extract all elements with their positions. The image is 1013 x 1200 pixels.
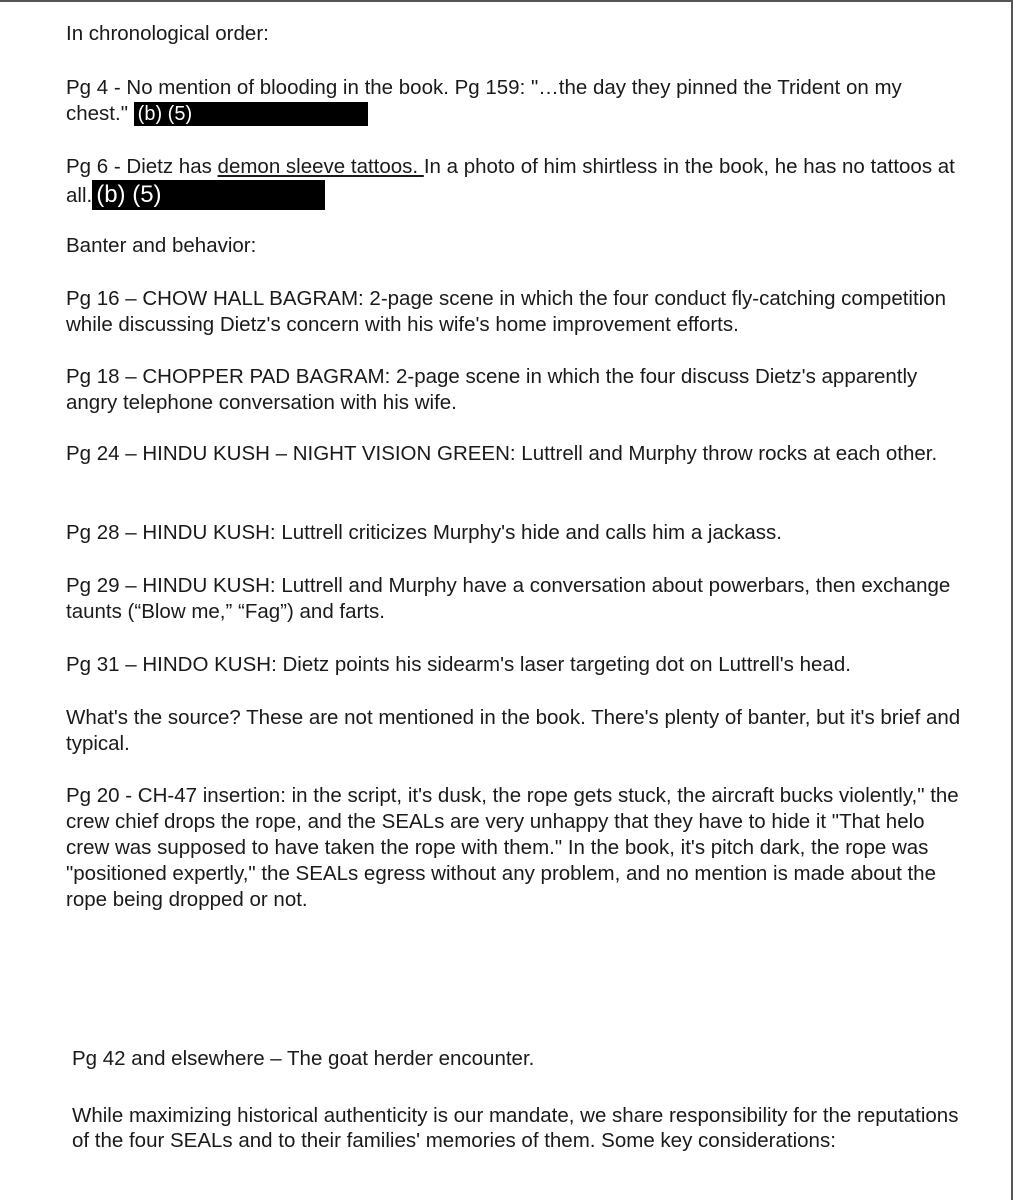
- paragraph-pg4: [66, 75, 966, 127]
- underlined-phrase: demon sleeve tattoos.: [217, 155, 424, 178]
- paragraph-pg4-text: Pg 4 - No mention of blooding in the book. Pg 159: "…the day they pinned the Trident on my chest.": [66, 76, 902, 125]
- paragraph-source-question: What's the source? These are not mentioned in the book. There's plenty of banter, but it's brief and typical.: [66, 706, 961, 755]
- intro-heading: In chronological order:: [66, 22, 269, 45]
- paragraph-pg20: Pg 20 - CH-47 insertion: in the script, it's dusk, the rope gets stuck, the aircraft bucks violently," the crew chief drops the rope, and the SEALs are very unhappy that they have to hide it "That helo crew was supposed to have taken the rope with them." In the book, it's pitch dark, the rope was "positioned expertly," the SEALs egress without any problem, and no mention is made about the rope being dropped or not.: [66, 784, 959, 911]
- paragraph-pg42: Pg 42 and elsewhere – The goat herder encounter.: [72, 1047, 535, 1070]
- paragraph-pg29: Pg 29 – HINDU KUSH: Luttrell and Murphy have a conversation about powerbars, then exchange taunts (“Blow me,” “Fag”) and farts.: [66, 574, 951, 623]
- redaction-box: (b) (5): [92, 180, 325, 210]
- paragraph-pg16: Pg 16 – CHOW HALL BAGRAM: 2-page scene in which the four conduct fly-catching competition while discussing Dietz's concern with his wife's home improvement efforts.: [66, 287, 947, 336]
- paragraph-pg6-pre: Pg 6 - Dietz has: [66, 155, 218, 178]
- paragraph-pg24: Pg 24 – HINDU KUSH – NIGHT VISION GREEN: Luttrell and Murphy throw rocks at each other.: [66, 442, 938, 465]
- paragraph-pg6: [66, 154, 966, 210]
- paragraph-pg6-post: In a photo of him shirtless in the book, he has no tattoos at all.: [66, 155, 955, 207]
- paragraph-pg18: Pg 18 – CHOPPER PAD BAGRAM: 2-page scene in which the four discuss Dietz's apparently angry telephone conversation with his wife.: [66, 365, 918, 414]
- paragraph-pg28: Pg 28 – HINDU KUSH: Luttrell criticizes Murphy's hide and calls him a jackass.: [66, 521, 782, 544]
- paragraph-pg31: Pg 31 – HINDO KUSH: Dietz points his sidearm's laser targeting dot on Luttrell's head.: [66, 653, 851, 676]
- banter-heading: Banter and behavior:: [66, 234, 257, 257]
- redaction-box: (b) (5): [134, 102, 368, 126]
- paragraph-considerations: While maximizing historical authenticity is our mandate, we share responsibility for the reputations of the four SEALs and to their families' memories of them. Some key considerations:: [72, 1104, 959, 1152]
